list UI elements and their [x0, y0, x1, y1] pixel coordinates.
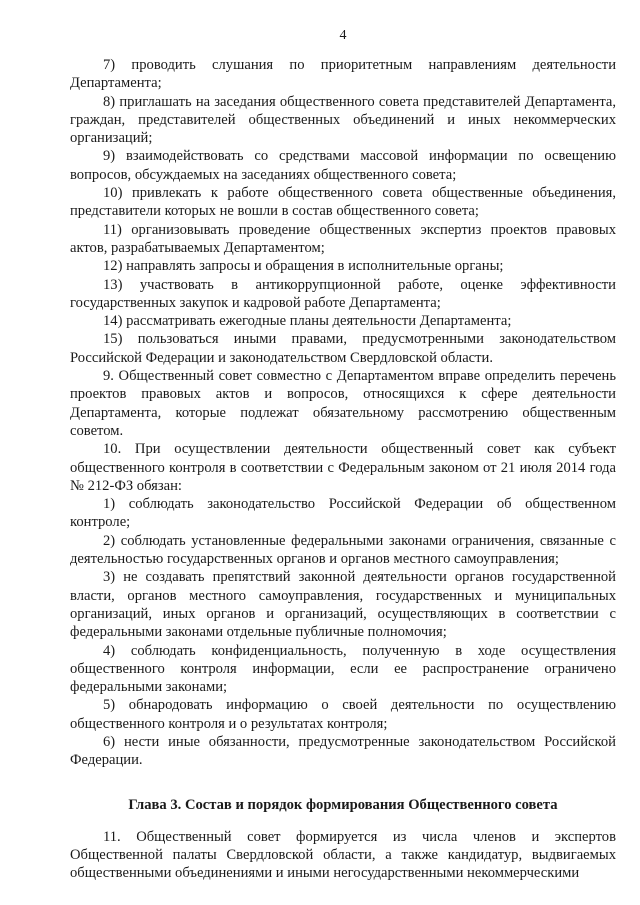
paragraph: 3) не создавать препятствий законной деятельности органов государственной власти, органов местного самоуправления, государственных и муниципальных организаций, иных органов и организаций, осуществляющих в соответствии с федеральными законами отдельные публичные полномочия; [70, 569, 616, 641]
paragraph: 12) направлять запросы и обращения в исполнительные органы; [103, 258, 504, 275]
paragraph: 9. Общественный совет совместно с Департаментом вправе определить перечень проектов правовых актов и вопросов, относящихся к сфере деятельности Департамента, которые подлежат обязательному рассмотрению общественным советом. [70, 368, 616, 439]
paragraph: 1) соблюдать законодательство Российской Федерации об общественном контроле; [70, 496, 616, 531]
paragraph: 5) обнародовать информацию о своей деятельности по осуществлению общественного контроля и о результатах контроля; [70, 697, 616, 732]
paragraph: 10. При осуществлении деятельности общественный совет как субъект общественного контроля в соответствии с Федеральным законом от 21 июля 2014 года № 212-ФЗ обязан: [70, 441, 616, 494]
paragraph: 13) участвовать в антикоррупционной работе, оценке эффективности государственных закупок и кадровой работе Департамента; [70, 276, 616, 311]
paragraph: 8) приглашать на заседания общественного совета представителей Департамента, граждан, представителей общественных объединений и иных некоммерческих организаций; [70, 93, 616, 147]
paragraph: 15) пользоваться иными правами, предусмотренными законодательством Российской Федерации и законодательством Свердловской области. [70, 331, 616, 366]
paragraph: 7) проводить слушания по приоритетным направлениям деятельности Департамента; [70, 57, 616, 92]
body-text-before [70, 56, 616, 770]
paragraph: 2) соблюдать установленные федеральными законами ограничения, связанные с деятельностью государственных органов и органов местного самоуправления; [70, 532, 616, 568]
body-text-after [70, 828, 616, 883]
paragraph: 9) взаимодействовать со средствами массовой информации по освещению вопросов, обсуждаемых на заседаниях общественного совета; [70, 148, 616, 183]
paragraph: 6) нести иные обязанности, предусмотренные законодательством Российской Федерации. [70, 733, 616, 769]
paragraph: 4) соблюдать конфиденциальность, полученную в ходе осуществления общественного контроля информации, если ее распространение ограничено федеральными законами; [70, 642, 616, 696]
paragraph: 11) организовывать проведение общественных экспертиз проектов правовых актов, разрабатываемых Департаментом; [70, 221, 616, 256]
chapter-heading: Глава 3. Состав и порядок формирования Общественного совета [128, 796, 558, 813]
paragraph: 11. Общественный совет формируется из числа членов и экспертов Общественной палаты Свердловской области, а также кандидатур, выдвигаемых общественными объединениями и иными негосударственными некоммерческими [70, 828, 616, 882]
paragraph: 10) привлекать к работе общественного совета общественные объединения, представители которых не вошли в состав общественного совета; [70, 185, 616, 220]
paragraph: 14) рассматривать ежегодные планы деятельности Департамента; [103, 313, 512, 330]
page-number: 4 [339, 28, 347, 43]
